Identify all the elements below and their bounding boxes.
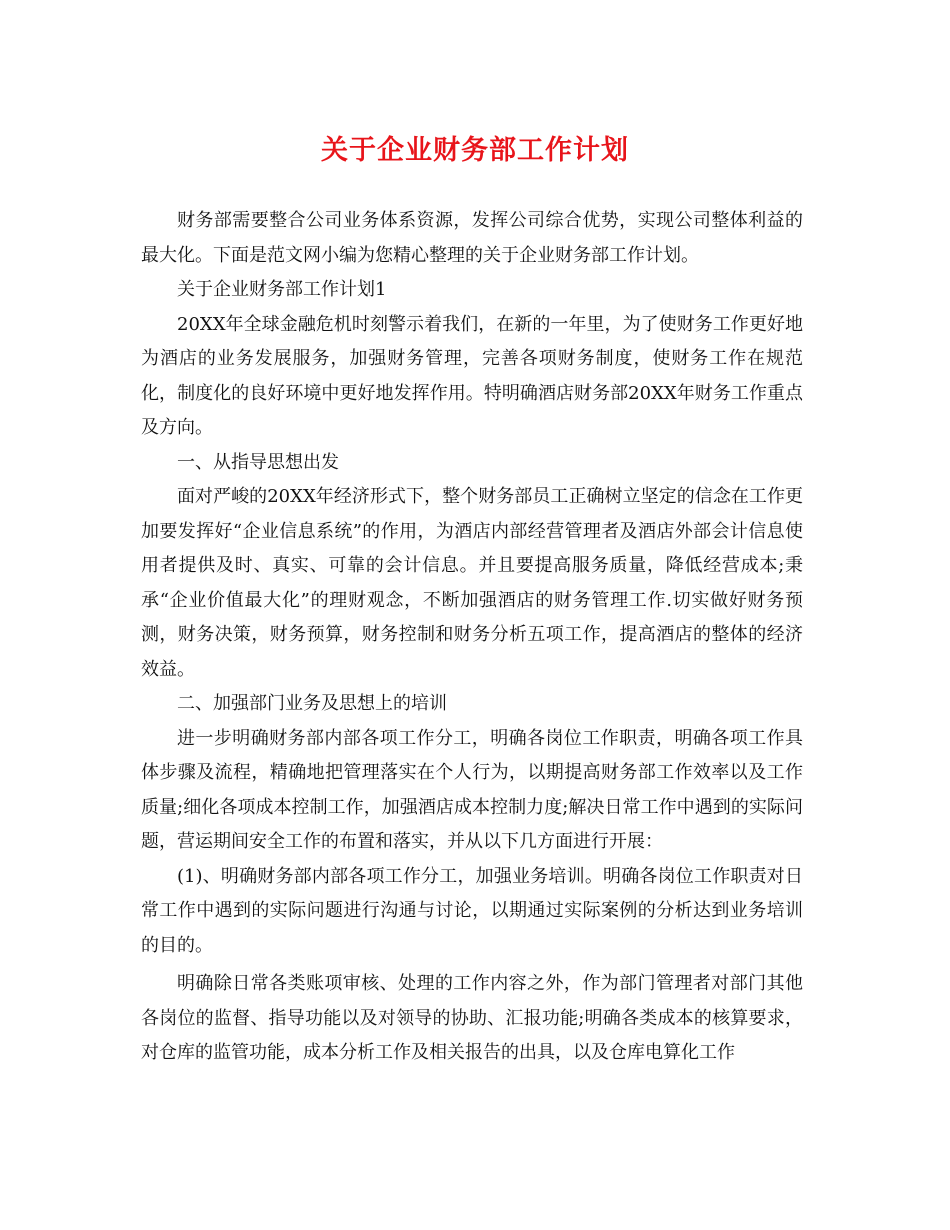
document-title: 关于企业财务部工作计划 [321, 135, 629, 166]
intro-paragraph: 财务部需要整合公司业务体系资源，发挥公司综合优势，实现公司整体利益的最大化。下面是范文网小编为您精心整理的关于企业财务部工作计划。 [141, 210, 803, 266]
item-1-paragraph: (1)、明确财务部内部各项工作分工，加强业务培训。明确各岗位工作职责对日常工作中遇到的实际问题进行沟通与讨论，以期通过实际案例的分析达到业务培训的目的。 [141, 865, 803, 956]
section-heading-1: 一、从指导思想出发 [177, 451, 339, 473]
plan-heading: 关于企业财务部工作计划1 [177, 279, 387, 300]
responsibilities-paragraph: 明确除日常各类账项审核、处理的工作内容之外，作为部门管理者对部门其他各岗位的监督、指导功能以及对领导的协助、汇报功能;明确各类成本的核算要求，对仓库的监管功能，成本分析工作及相关报告的出具，以及仓库电算化工作 [141, 973, 803, 1063]
training-paragraph: 进一步明确财务部内部各项工作分工，明确各岗位工作职责，明确各项工作具体步骤及流程，精确地把管理落实在个人行为，以期提高财务部工作效率以及工作质量;细化各项成本控制工作，加强酒店成本控制力度;解决日常工作中遇到的实际问题，营运期间安全工作的布置和落实，并从以下几方面进行开展： [141, 727, 803, 852]
background-paragraph: 20XX年全球金融危机时刻警示着我们，在新的一年里，为了使财务工作更好地为酒店的业务发展服务，加强财务管理，完善各项财务制度，使财务工作在规范化，制度化的良好环境中更好地发挥作用。特明确酒店财务部20XX年财务工作重点及方向。 [141, 313, 803, 438]
guiding-principle-paragraph: 面对严峻的20XX年经济形式下，整个财务部员工正确树立坚定的信念在工作更加要发挥好“企业信息系统”的作用，为酒店内部经营管理者及酒店外部会计信息使用者提供及时、真实、可靠的会计信息。并且要提高服务质量，降低经营成本;秉承“企业价值最大化”的理财观念，不断加强酒店的财务管理工作.切实做好财务预测，财务决策，财务预算，财务控制和财务分析五项工作，提高酒店的整体的经济效益。 [141, 486, 803, 680]
document-body [141, 204, 803, 1071]
section-heading-2: 二、加强部门业务及思想上的培训 [177, 693, 447, 714]
